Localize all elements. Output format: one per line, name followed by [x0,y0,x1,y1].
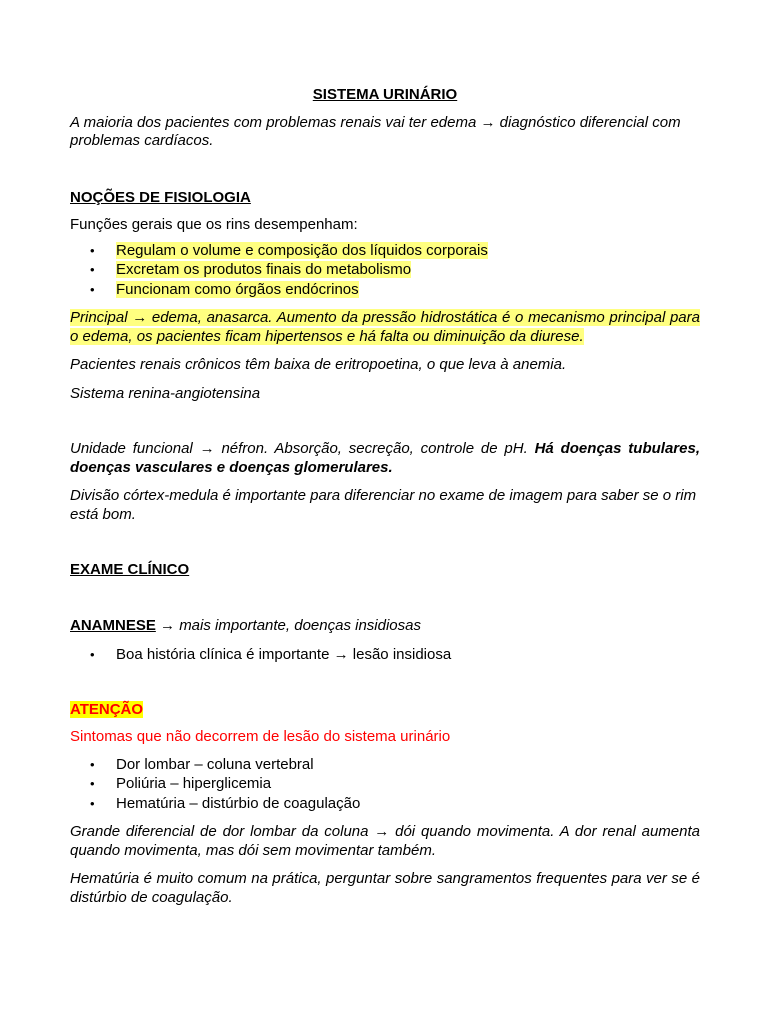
list-item [70,774,700,794]
dor-lombar-text-after: dói quando movimenta. A dor renal aumenta quando movimenta, mas dói sem movimentar também. [70,823,700,859]
intro-paragraph [70,114,700,151]
atencao-label: ATENÇÃO [70,700,144,718]
bullet-icon: • [90,281,95,297]
unidade-paragraph [70,440,700,477]
list-item [70,755,700,775]
right-arrow-icon: → [374,823,390,840]
hematuria-paragraph: Hematúria é muito comum na prática, perguntar sobre sangramentos frequentes para ver se é distúrbio de coagulação. [70,870,700,906]
atencao-subtitle: Sintomas que não decorrem de lesão do sistema urinário [70,728,451,745]
atencao-line [70,701,700,720]
fisiologia-lead: Funções gerais que os rins desempenham: [70,216,358,233]
anamnese-label: ANAMNESE [70,616,156,634]
intro-text-after: diagnóstico diferencial com problemas cardíacos. [70,113,681,149]
list-item [70,645,700,665]
right-arrow-icon: → [480,113,496,131]
list-item [70,794,700,814]
principal-paragraph [70,309,700,346]
list-item-text-after: lesão insidiosa [348,646,452,663]
anamnese-list [70,645,700,665]
list-item [70,280,700,300]
bullet-icon: • [90,647,95,662]
right-arrow-icon: → [333,646,349,663]
fisiologia-list [70,241,700,300]
list-item-text: Regulam o volume e composição dos líquidos corporais [116,241,488,259]
list-item-text-before: Boa história clínica é importante [116,646,334,663]
bullet-icon: • [90,756,95,772]
right-arrow-icon: → [199,440,215,457]
dor-lombar-paragraph [70,823,700,860]
unidade-text-bold: Há doenças tubulares, doenças vasculares e doenças glomerulares. [70,440,700,476]
sintomas-list [70,755,700,814]
list-item [70,260,700,280]
list-item-text: Hematúria – distúrbio de coagulação [116,794,361,812]
unidade-text-middle: néfron. Absorção, secreção, controle de pH. [214,440,535,457]
principal-text-before: Principal [70,309,133,326]
section-heading-exame: EXAME CLÍNICO [70,561,190,578]
anamnese-line [70,617,700,636]
list-item [70,241,700,261]
bullet-icon: • [90,776,95,791]
cronicos-paragraph: Pacientes renais crônicos têm baixa de eritropoetina, o que leva à anemia. [70,356,567,373]
list-item-text: Funcionam como órgãos endócrinos [116,280,359,298]
bullet-icon: • [90,262,95,277]
unidade-text-before: Unidade funcional [70,440,200,457]
document-page [70,86,700,917]
list-item-text: Excretam os produtos finais do metabolismo [116,261,412,278]
section-heading-fisiologia: NOÇÕES DE FISIOLOGIA [70,188,251,206]
anamnese-text: mais importante, doenças insidiosas [179,616,421,634]
bullet-icon: • [90,242,95,258]
divisao-paragraph: Divisão córtex-medula é importante para diferenciar no exame de imagem para saber se o rim está bom. [70,487,697,523]
intro-text-before: A maioria dos pacientes com problemas renais vai ter edema [70,113,481,131]
dor-lombar-text-before: Grande diferencial de dor lombar da coluna [70,823,375,840]
list-item-text: Dor lombar – coluna vertebral [116,755,314,773]
principal-text-after: edema, anasarca. Aumento da pressão hidrostática é o mecanismo principal para o edema, os pacientes ficam hipertensos e há falta ou diminuição da diurese. [70,309,700,345]
renina-paragraph: Sistema renina-angiotensina [70,384,261,402]
page-title: SISTEMA URINÁRIO [312,86,458,103]
right-arrow-icon: → [160,616,176,634]
list-item-text: Poliúria – hiperglicemia [116,775,272,792]
right-arrow-icon: → [132,309,148,326]
bullet-icon: • [90,795,95,811]
